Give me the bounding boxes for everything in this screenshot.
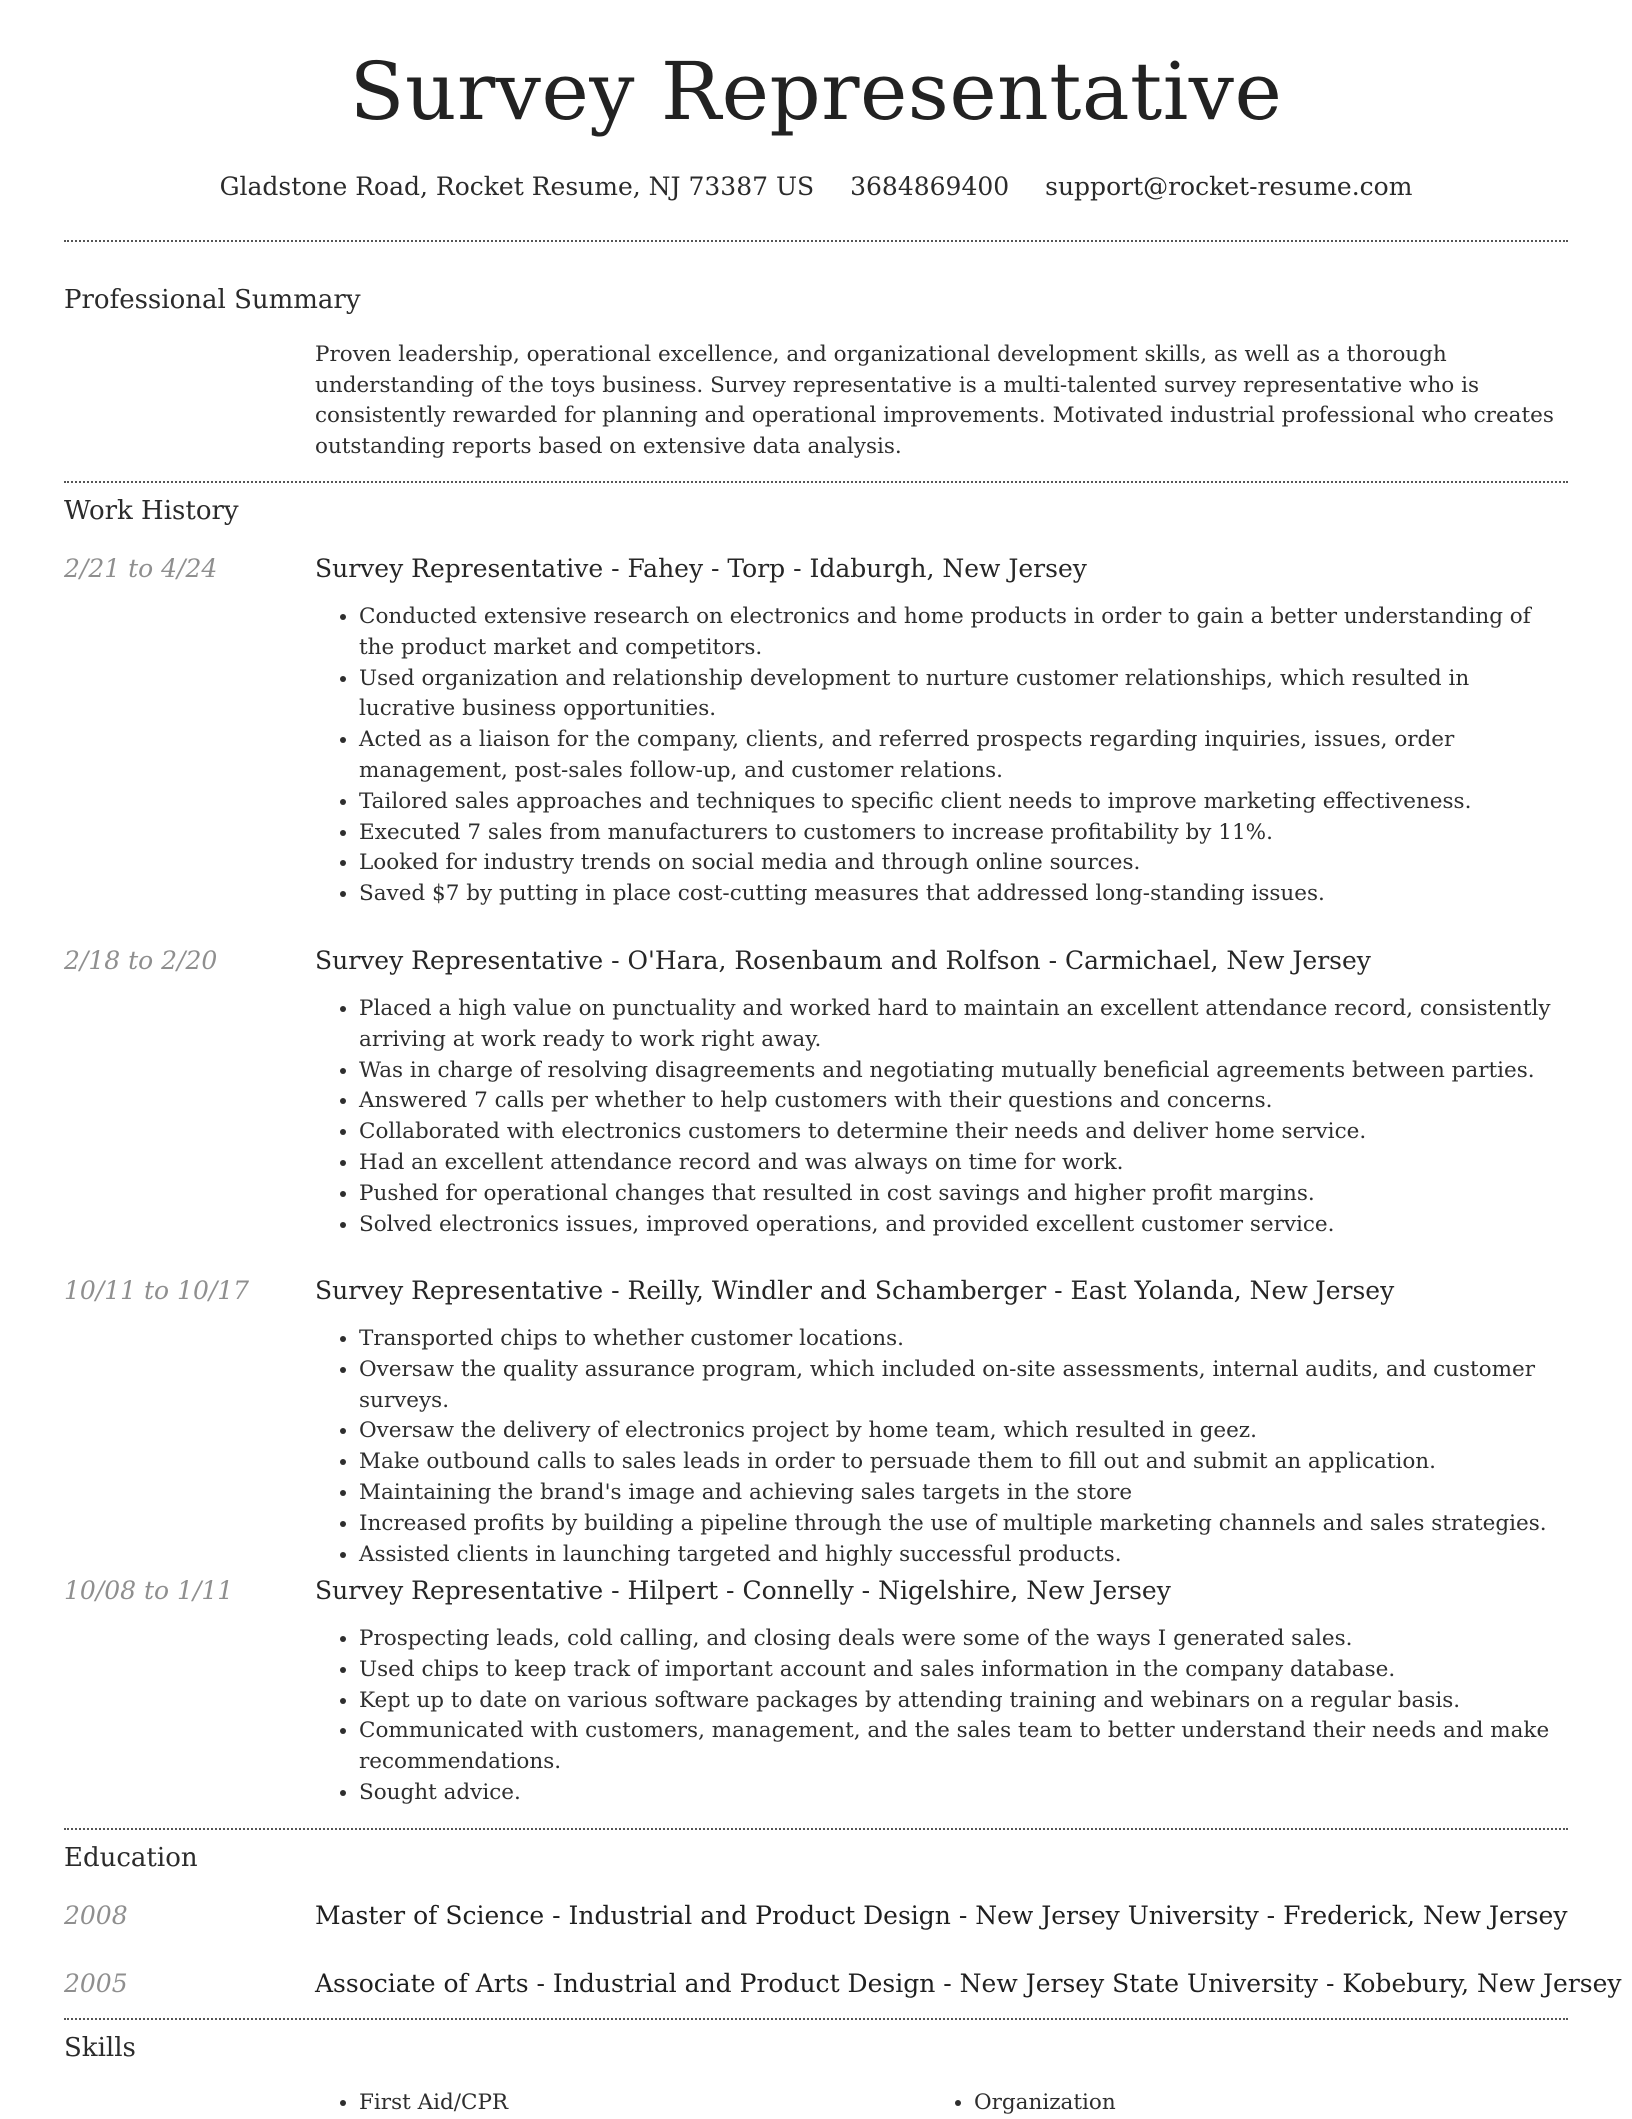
summary-text: Proven leadership, operational excellence, and organizational development skills, as well as a thorough understanding of the toys business. Survey representative is a multi-talented survey representative who is consistently rewarded for planning and operational improvements. Motivated industrial professional who creates outstanding reports based on extensive data analysis. — [315, 342, 1554, 459]
divider — [64, 481, 1568, 483]
job-title: Survey Representative - O'Hara, Rosenbaum and Rolfson - Carmichael, New Jersey — [315, 946, 1371, 975]
job-title: Survey Representative - Hilpert - Connelly - Nigelshire, New Jersey — [315, 1576, 1171, 1605]
list-item: • Was in charge of resolving disagreements and negotiating mutually beneficial agreements between parties. — [359, 1056, 1570, 1087]
list-item: • Used chips to keep track of important account and sales information in the company database. — [359, 1655, 1570, 1686]
section-title-work-history: Work History — [64, 496, 239, 526]
list-item: • Pushed for operational changes that resulted in cost savings and higher profit margins. — [359, 1179, 1570, 1210]
job-bullets — [315, 1324, 1570, 1570]
list-item: • Maintaining the brand's image and achieving sales targets in the store — [359, 1478, 1570, 1509]
list-item: • Oversaw the quality assurance program, which included on-site assessments, internal audits, and customer surveys. — [359, 1355, 1570, 1417]
education-title: Associate of Arts - Industrial and Product Design - New Jersey State University - Kobebury, New Jersey — [315, 1969, 1622, 1998]
list-item: • First Aid/CPR — [359, 2088, 508, 2119]
section-title-skills: Skills — [64, 2033, 136, 2063]
list-item: • Communicated with customers, management, and the sales team to better understand their needs and make recommendations. — [359, 1716, 1570, 1778]
list-item: • Increased profits by building a pipeline through the use of multiple marketing channels and sales strategies. — [359, 1509, 1570, 1540]
list-item: • Make outbound calls to sales leads in order to persuade them to fill out and submit an application. — [359, 1447, 1570, 1478]
list-item: • Executed 7 sales from manufacturers to customers to increase profitability by 11%. — [359, 818, 1570, 849]
list-item: • Assisted clients in launching targeted and highly successful products. — [359, 1540, 1570, 1571]
job-bullets — [315, 602, 1570, 910]
education-year: 2008 — [64, 1901, 128, 1930]
section-title-education: Education — [64, 1843, 198, 1873]
skills-list-left — [315, 2088, 508, 2119]
list-item: • Oversaw the delivery of electronics project by home team, which resulted in geez. — [359, 1416, 1570, 1447]
list-item: • Saved $7 by putting in place cost-cutting measures that addressed long-standing issues. — [359, 879, 1570, 910]
list-item: • Tailored sales approaches and techniques to specific client needs to improve marketing effectiveness. — [359, 787, 1570, 818]
job-bullets — [315, 1624, 1570, 1809]
divider — [64, 2018, 1568, 2020]
resume-name: Survey Representative — [349, 45, 1283, 138]
job-bullets — [315, 994, 1570, 1240]
contact-address: Gladstone Road, Rocket Resume, NJ 73387 US — [219, 172, 815, 201]
list-item: • Collaborated with electronics customers to determine their needs and deliver home service. — [359, 1117, 1570, 1148]
list-item: • Organization — [974, 2088, 1116, 2119]
education-year: 2005 — [64, 1969, 128, 1998]
job-dates: 2/18 to 2/20 — [64, 946, 218, 975]
list-item: • Acted as a liaison for the company, clients, and referred prospects regarding inquiries, issues, order management, post-sales follow-up, and customer relations. — [359, 725, 1570, 787]
contact-phone: 3684869400 — [850, 172, 1010, 201]
list-item: • Conducted extensive research on electronics and home products in order to gain a better understanding of the product market and competitors. — [359, 602, 1570, 664]
divider — [64, 240, 1568, 242]
list-item: • Placed a high value on punctuality and worked hard to maintain an excellent attendance record, consistently arriving at work ready to work right away. — [359, 994, 1570, 1056]
education-title: Master of Science - Industrial and Product Design - New Jersey University - Frederick, New Jersey — [315, 1901, 1568, 1930]
list-item: • Kept up to date on various software packages by attending training and webinars on a regular basis. — [359, 1686, 1570, 1717]
list-item: • Transported chips to whether customer locations. — [359, 1324, 1570, 1355]
skills-list-right — [930, 2088, 1116, 2119]
list-item: • Had an excellent attendance record and was always on time for work. — [359, 1148, 1570, 1179]
job-dates: 10/08 to 1/11 — [64, 1576, 234, 1605]
list-item: • Used organization and relationship development to nurture customer relationships, which resulted in lucrative business opportunities. — [359, 664, 1570, 726]
list-item: • Sought advice. — [359, 1778, 1570, 1809]
list-item: • Solved electronics issues, improved operations, and provided excellent customer service. — [359, 1210, 1570, 1241]
contact-line — [0, 172, 1632, 201]
contact-email: support@rocket-resume.com — [1045, 172, 1413, 201]
list-item: • Prospecting leads, cold calling, and closing deals were some of the ways I generated sales. — [359, 1624, 1570, 1655]
list-item: • Looked for industry trends on social media and through online sources. — [359, 848, 1570, 879]
section-title-summary: Professional Summary — [64, 285, 361, 315]
divider — [64, 1828, 1568, 1830]
list-item: • Answered 7 calls per whether to help customers with their questions and concerns. — [359, 1086, 1570, 1117]
job-title: Survey Representative - Reilly, Windler and Schamberger - East Yolanda, New Jersey — [315, 1276, 1395, 1305]
job-dates: 2/21 to 4/24 — [64, 554, 218, 583]
job-dates: 10/11 to 10/17 — [64, 1276, 250, 1305]
job-title: Survey Representative - Fahey - Torp - Idaburgh, New Jersey — [315, 554, 1087, 583]
